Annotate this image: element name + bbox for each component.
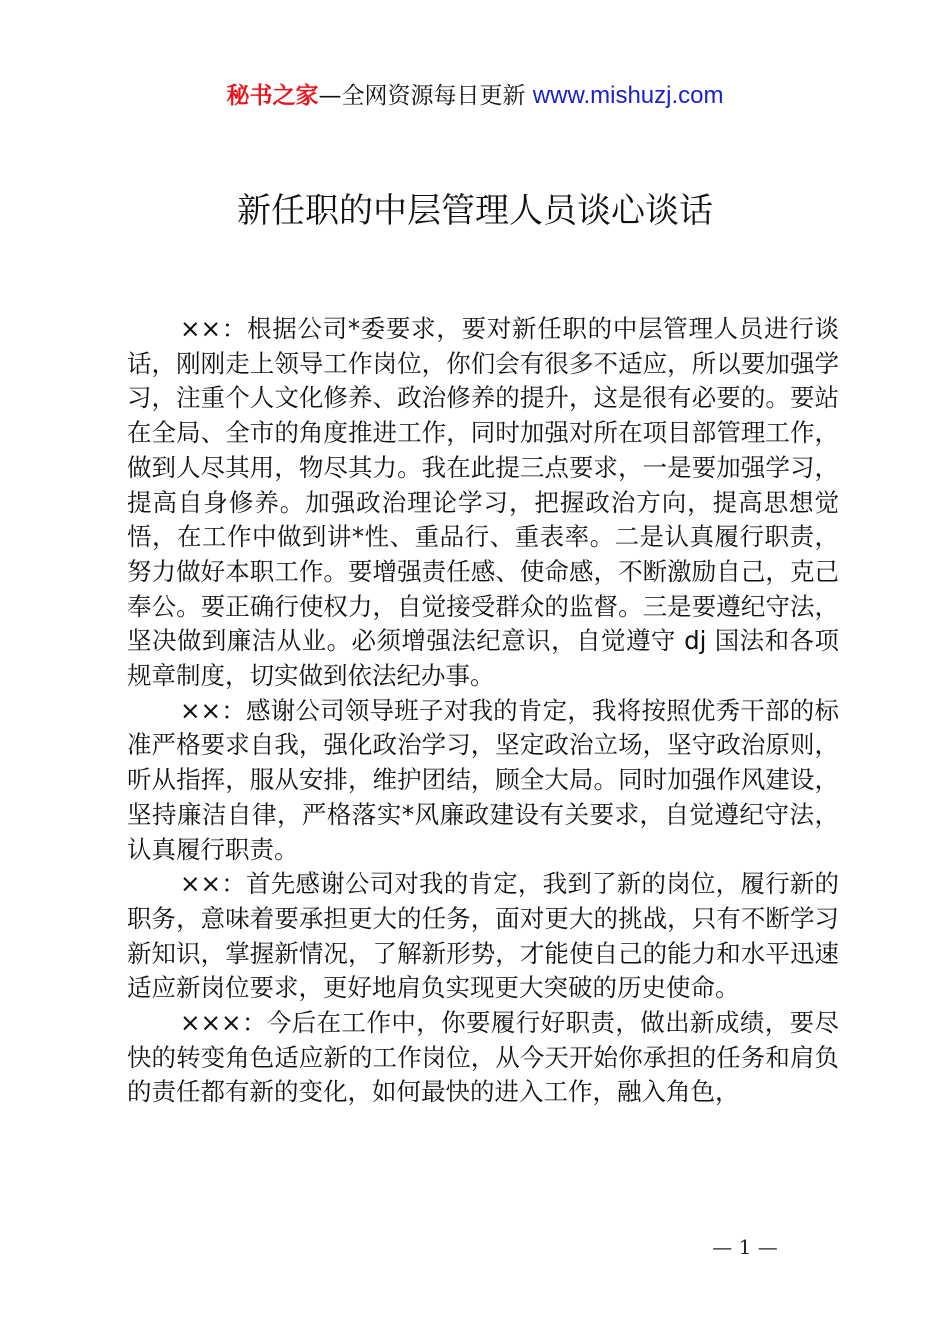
paragraph-text: 首先感谢公司对我的肯定，我到了新的岗位，履行新的职务，意味着要承担更大的任务，面对更大的挑战，只有不断学习新知识，掌握新情况，了解新形势，才能使自己的能力和水平迅速适应新岗位要求，更好地肩负实现更大突破的历史使命。 — [127, 869, 839, 1003]
paragraph-speaker: ××： — [180, 869, 246, 899]
site-tagline: —全网资源每日更新 — [318, 83, 533, 109]
paragraph-1 — [127, 312, 839, 694]
paragraph-text: 感谢公司领导班子对我的肯定，我将按照优秀干部的标准严格要求自我，强化政治学习，坚定政治立场，坚守政治原则，听从指挥，服从安排，维护团结，顾全大局。同时加强作风建设，坚持廉洁自律，严格落实*风廉政建设有关要求，自觉遵纪守法，认真履行职责。 — [127, 695, 839, 864]
document-title: 新任职的中层管理人员谈心谈话 — [237, 191, 713, 231]
site-banner — [0, 80, 950, 112]
site-brand: 秘书之家 — [226, 83, 319, 109]
paragraph-speaker: ××： — [180, 314, 247, 343]
paragraph-text: 根据公司*委要求，要对新任职的中层管理人员进行谈话，刚刚走上领导工作岗位，你们会有很多不适应，所以要加强学习，注重个人文化修养、政治修养的提升，这是很有必要的。要站在全局、全市的角度推进工作，同时加强对所在项目部管理工作，做到人尽其用，物尽其力。我在此提三点要求，一是要加强学习，提高自身修养。加强政治理论学习，把握政治方向，提高思想觉悟，在工作中做到讲*性、重品行、重表率。二是认真履行职责，努力做好本职工作。要增强责任感、使命感，不断激励自己，克己奉公。要正确行使权力，自觉接受群众的监督。三是要遵纪守法，坚决做到廉洁从业。必须增强法纪意识，自觉遵守 dj 国法和各项规章制度，切实做到依法纪办事。 — [127, 314, 840, 691]
page-number: — 1 — — [712, 1235, 778, 1259]
document-body — [127, 312, 839, 1110]
paragraph-speaker: ××： — [180, 695, 246, 725]
paragraph-speaker: ×××： — [180, 1008, 267, 1038]
paragraph-2 — [127, 694, 839, 868]
paragraph-4 — [127, 1006, 839, 1110]
paragraph-text: 今后在工作中，你要履行好职责，做出新成绩，要尽快的转变角色适应新的工作岗位，从今天开始你承担的任务和肩负的责任都有新的变化，如何最快的进入工作，融入角色， — [127, 1008, 839, 1107]
site-url-link[interactable]: www.mishuzj.com — [532, 82, 724, 109]
paragraph-3 — [127, 867, 839, 1006]
